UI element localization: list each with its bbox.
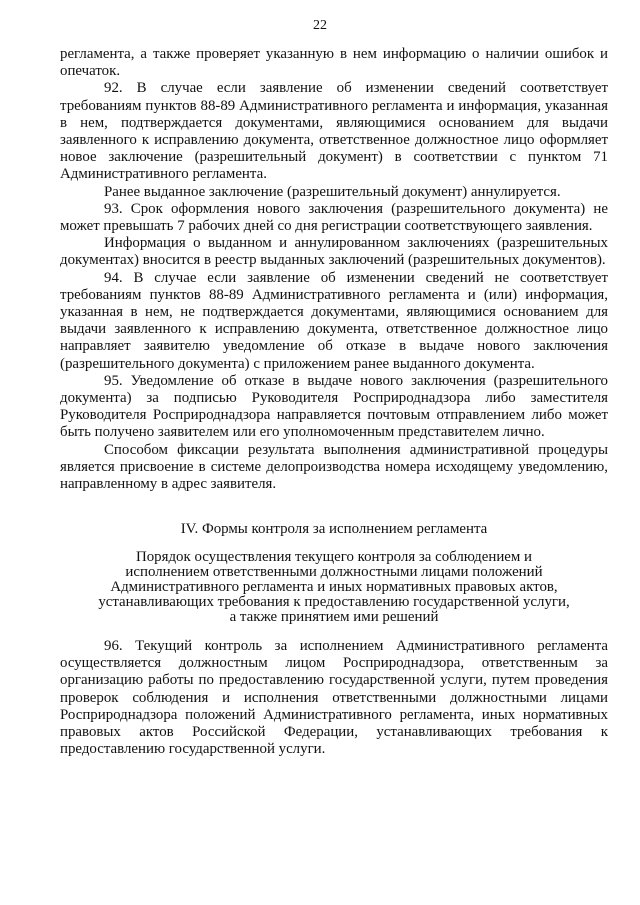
paragraph-fixation: Способом фиксации результата выполнения административной процедуры является присвоение в системе делопроизводства номера исходящему уведомлению, направленному в адрес заявителя. [60, 441, 608, 493]
subheading-line: устанавливающих требования к предоставлению государственной услуги, [98, 594, 570, 610]
paragraph-96: 96. Текущий контроль за исполнением Административного регламента осуществляется должностным лицом Росприроднадзора, ответственным за организацию работы по предоставлению государственной услуги, путем проведения проверок соблюдения и исполнения ответственными должностными лицами Росприроднадзора положений Административного регламента, иных нормативных правовых актов Российской Федерации, устанавливающих требования к предоставлению государственной услуги. [60, 638, 608, 758]
paragraph-94: 94. В случае если заявление об изменении сведений не соответствует требованиям пунктов 88-89 Административного регламента и (или) информация, указанная в нем, не подтверждается документами, являющимися основанием для выдачи заявленного к исправлению документа, ответственное должностное лицо направляет заявителю уведомление об отказе в выдаче нового заключения (разрешительного документа) с приложением ранее выданного документа. [60, 269, 608, 372]
body-text-upper [60, 46, 608, 493]
paragraph-92: 92. В случае если заявление об изменении сведений соответствует требованиям пунктов 88-89 Административного регламента и информация, указанная в нем, подтверждается документами, являющимися основанием для выдачи заявленного к исправлению документа, ответственное должностное лицо оформляет новое заключение (разрешительный документ) в соответствии с пунктом 71 Административного регламента. [60, 80, 608, 183]
section-heading: IV. Формы контроля за исполнением регламента [180, 521, 488, 537]
paragraph-continuation: регламента, а также проверяет указанную в нем информацию о наличии ошибок и опечаток. [60, 46, 608, 80]
subheading [60, 550, 608, 625]
subheading-line: а также принятием ими решений [229, 609, 439, 625]
paragraph-95: 95. Уведомление об отказе в выдаче нового заключения (разрешительного документа) за подписью Руководителя Росприроднадзора либо заместителя Руководителя Росприроднадзора направляется почтовым отправлением либо может быть получено заявителем или его уполномоченным представителем лично. [60, 372, 608, 441]
paragraph-annulment: Ранее выданное заключение (разрешительный документ) аннулируется. [104, 183, 561, 200]
page-number: 22 [313, 18, 327, 33]
paragraph-registry: Информация о выданном и аннулированном заключениях (разрешительных документах) вносится в реестр выданных заключений (разрешительных документов). [60, 235, 608, 269]
paragraph-93: 93. Срок оформления нового заключения (разрешительного документа) не может превышать 7 рабочих дней со дня регистрации соответствующего заявления. [60, 200, 608, 235]
subheading-line: Административного регламента и иных нормативных правовых актов, [110, 579, 558, 595]
subheading-line: Порядок осуществления текущего контроля за соблюдением и [135, 549, 533, 565]
subheading-line: исполнением ответственными должностными лицами положений [125, 564, 543, 580]
body-text-lower [60, 638, 608, 758]
